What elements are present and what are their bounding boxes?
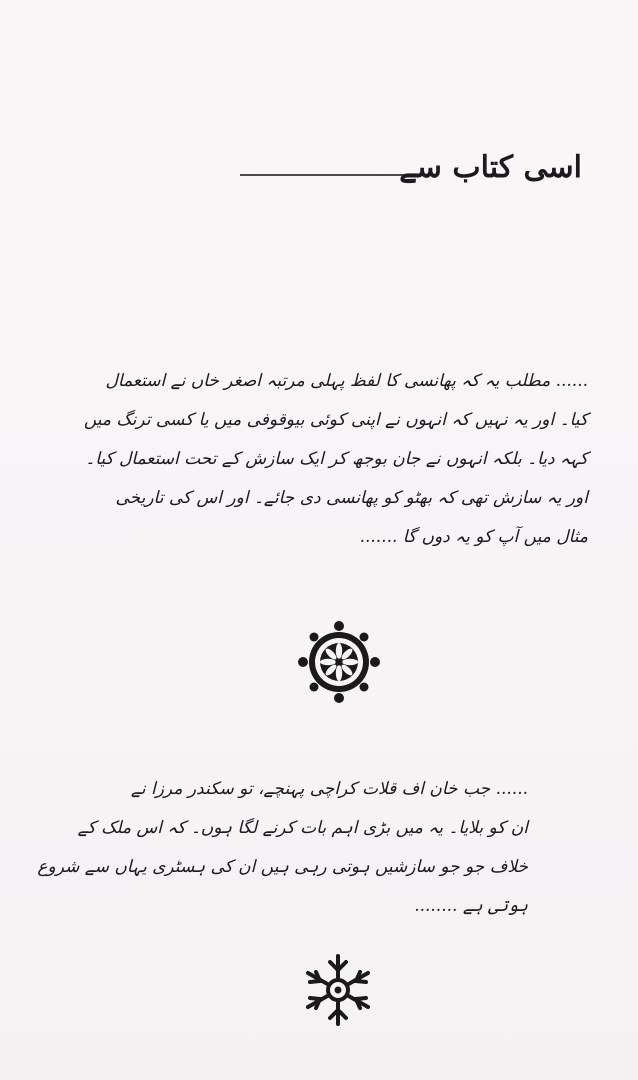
passage-line: کیا۔ اور یہ نہیں کہ انہوں نے اپنی کوئی بیوقوفی میں یا کسی ترنگ میں [83,410,588,430]
heading-rule [240,174,425,176]
passage-line: مثال میں آپ کو یہ دوں گا ....... [359,527,588,547]
excerpt-passage-1 [83,362,588,557]
passage-line: اور یہ سازش تھی کہ بھٹو کو پھانسی دی جائے۔ اور اس کی تاریخی [115,488,588,508]
flower-ornament-icon [297,620,381,704]
passage-line: کہہ دیا۔ بلکہ انہوں نے جان بوجھ کر ایک سازش کے تحت استعمال کیا۔ [85,449,588,469]
passage-line: خلاف جو جو سازشیں ہوتی رہی ہیں ان کی ہسٹری یہاں سے شروع [37,857,528,877]
passage-line: ...... جب خان اف قلات کراچی پہنچے، تو سکندر مرزا نے [130,779,528,799]
snowflake-ornament-icon [300,952,376,1028]
passage-line: ...... مطلب یہ کہ پھانسی کا لفظ پہلی مرتبہ اصغر خاں نے استعمال [105,371,588,391]
excerpt-passage-2 [37,770,528,926]
passage-line: ہوتی ہے ........ [414,896,528,916]
heading-block [235,150,590,200]
page-heading: اسی کتاب سے [399,150,582,185]
passage-line: ان کو بلایا۔ یہ میں بڑی اہم بات کرنے لگا ہوں۔ کہ اس ملک کے [77,818,528,838]
